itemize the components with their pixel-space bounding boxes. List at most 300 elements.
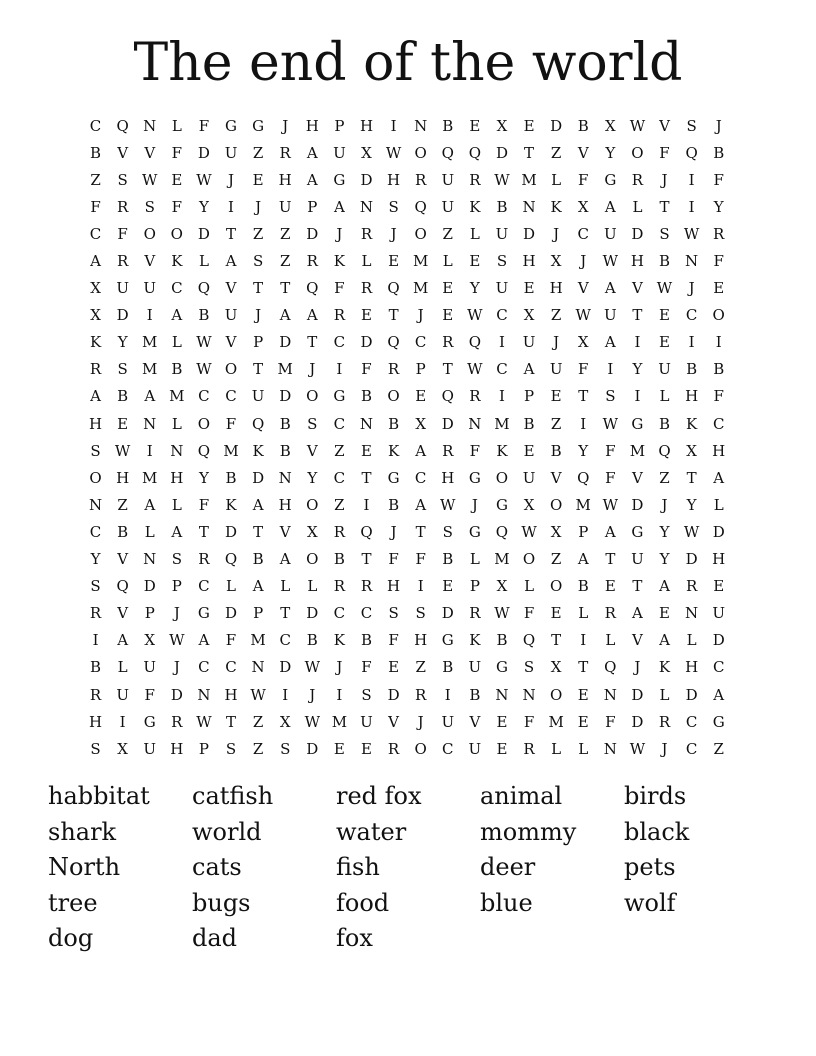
grid-letter: I bbox=[336, 360, 343, 379]
grid-row bbox=[82, 708, 734, 735]
grid-letter: R bbox=[279, 143, 291, 162]
word-list-item: North bbox=[48, 853, 121, 882]
word-list-item: bugs bbox=[192, 888, 251, 917]
grid-letter: Y bbox=[117, 333, 128, 352]
grid-letter: J bbox=[661, 170, 668, 189]
grid-letter: H bbox=[387, 170, 401, 189]
grid-letter: B bbox=[469, 685, 481, 704]
grid-letter: D bbox=[306, 739, 319, 758]
grid-letter: D bbox=[197, 143, 210, 162]
grid-letter: Y bbox=[198, 197, 209, 216]
grid-letter: X bbox=[144, 631, 156, 650]
grid-letter: P bbox=[253, 333, 264, 352]
grid-letter: B bbox=[577, 577, 589, 596]
grid-letter: V bbox=[144, 143, 156, 162]
grid-letter: R bbox=[415, 685, 427, 704]
grid-letter: K bbox=[252, 441, 264, 460]
grid-letter: X bbox=[279, 712, 291, 731]
grid-letter: Y bbox=[659, 522, 670, 541]
grid-letter: D bbox=[712, 631, 725, 650]
grid-letter: N bbox=[603, 685, 617, 704]
grid-letter: X bbox=[117, 739, 128, 758]
grid-letter: U bbox=[495, 279, 509, 298]
grid-letter: N bbox=[143, 550, 157, 569]
grid-letter: Q bbox=[360, 522, 373, 541]
grid-letter: E bbox=[171, 170, 183, 189]
grid-letter: J bbox=[417, 306, 424, 325]
grid-letter: L bbox=[144, 522, 155, 541]
grid-row bbox=[82, 302, 734, 329]
grid-letter: S bbox=[280, 739, 291, 758]
grid-letter: P bbox=[307, 197, 318, 216]
grid-letter: G bbox=[252, 116, 265, 135]
grid-letter: J bbox=[390, 224, 397, 243]
grid-letter: U bbox=[143, 279, 157, 298]
grid-letter: T bbox=[524, 143, 535, 162]
grid-letter: L bbox=[198, 252, 209, 271]
grid-letter: A bbox=[713, 685, 725, 704]
grid-letter: D bbox=[360, 170, 373, 189]
grid-letter: C bbox=[685, 739, 698, 758]
grid-letter: W bbox=[629, 116, 646, 135]
grid-letter: H bbox=[387, 577, 401, 596]
grid-letter: F bbox=[605, 712, 616, 731]
grid-letter: N bbox=[197, 685, 211, 704]
grid-letter: C bbox=[198, 577, 210, 596]
grid-letter: E bbox=[713, 577, 725, 596]
grid-letter: O bbox=[387, 387, 400, 406]
grid-letter: T bbox=[307, 333, 318, 352]
grid-letter: B bbox=[117, 522, 129, 541]
grid-letter: A bbox=[659, 631, 670, 650]
grid-letter: D bbox=[550, 116, 563, 135]
grid-letter: D bbox=[685, 685, 698, 704]
grid-letter: W bbox=[683, 522, 700, 541]
grid-letter: L bbox=[280, 577, 291, 596]
grid-letter: J bbox=[390, 522, 397, 541]
grid-letter: E bbox=[388, 658, 400, 677]
grid-letter: Z bbox=[279, 252, 291, 271]
grid-letter: W bbox=[250, 685, 266, 704]
grid-letter: L bbox=[659, 685, 670, 704]
grid-letter: E bbox=[523, 279, 535, 298]
grid-letter: Q bbox=[604, 658, 617, 677]
grid-letter: D bbox=[197, 224, 210, 243]
grid-letter: D bbox=[360, 333, 373, 352]
grid-letter: A bbox=[144, 495, 156, 514]
grid-letter: A bbox=[90, 252, 101, 271]
grid-letter: U bbox=[333, 143, 346, 162]
grid-letter: N bbox=[522, 685, 536, 704]
grid-letter: U bbox=[143, 658, 157, 677]
grid-letter: T bbox=[578, 387, 589, 406]
grid-letter: L bbox=[551, 739, 562, 758]
grid-letter: L bbox=[524, 577, 535, 596]
grid-letter: G bbox=[604, 170, 617, 189]
word-list-item: cats bbox=[192, 853, 242, 882]
grid-letter: K bbox=[333, 631, 345, 650]
word-list-item: blue bbox=[480, 888, 533, 917]
grid-letter: Q bbox=[251, 414, 265, 433]
word-list-item: world bbox=[192, 817, 262, 846]
grid-letter: C bbox=[414, 468, 427, 487]
grid-letter: W bbox=[385, 143, 402, 162]
word-list bbox=[48, 779, 768, 957]
grid-letter: D bbox=[170, 685, 183, 704]
grid-letter: I bbox=[715, 333, 722, 352]
grid-letter: X bbox=[577, 197, 589, 216]
grid-letter: D bbox=[225, 522, 238, 541]
grid-letter: A bbox=[306, 143, 318, 162]
grid-letter: X bbox=[523, 306, 535, 325]
grid-letter: P bbox=[415, 360, 426, 379]
grid-letter: O bbox=[495, 468, 509, 487]
word-list-item: habbitat bbox=[48, 782, 150, 810]
grid-letter: V bbox=[117, 143, 129, 162]
grid-letter: I bbox=[119, 712, 126, 731]
grid-letter: V bbox=[279, 522, 291, 541]
grid-letter: K bbox=[89, 333, 102, 352]
grid-letter: B bbox=[90, 658, 102, 677]
grid-letter: U bbox=[468, 658, 482, 677]
grid-letter: S bbox=[361, 685, 372, 704]
grid-letter: A bbox=[306, 306, 318, 325]
grid-letter: S bbox=[605, 387, 616, 406]
grid-letter: C bbox=[198, 387, 210, 406]
grid-letter: B bbox=[198, 306, 210, 325]
grid-letter: N bbox=[603, 739, 617, 758]
grid-letter: Q bbox=[224, 550, 238, 569]
grid-letter: L bbox=[469, 550, 480, 569]
grid-letter: V bbox=[550, 468, 562, 487]
grid-letter: G bbox=[225, 116, 237, 135]
grid-letter: U bbox=[604, 306, 617, 325]
grid-letter: H bbox=[305, 116, 319, 135]
grid-letter: Z bbox=[550, 306, 562, 325]
grid-letter: L bbox=[551, 170, 562, 189]
grid-letter: X bbox=[415, 414, 427, 433]
grid-letter: M bbox=[142, 360, 158, 379]
grid-letter: C bbox=[89, 116, 102, 135]
grid-letter: B bbox=[225, 468, 237, 487]
grid-letter: V bbox=[632, 279, 643, 298]
grid-row bbox=[82, 681, 734, 708]
grid-letter: R bbox=[89, 604, 102, 623]
grid-letter: U bbox=[360, 712, 373, 731]
grid-row bbox=[82, 410, 734, 437]
grid-letter: S bbox=[307, 414, 318, 433]
grid-letter: E bbox=[659, 306, 670, 325]
grid-letter: Y bbox=[659, 550, 670, 569]
grid-letter: Q bbox=[414, 197, 427, 216]
grid-letter: H bbox=[359, 116, 374, 135]
grid-letter: W bbox=[494, 604, 510, 623]
grid-letter: H bbox=[170, 468, 184, 487]
grid-letter: M bbox=[548, 712, 564, 731]
grid-letter: M bbox=[223, 441, 239, 460]
word-list-item: wolf bbox=[624, 888, 676, 917]
grid-letter: Q bbox=[197, 279, 211, 298]
grid-letter: A bbox=[604, 279, 616, 298]
grid-letter: L bbox=[605, 631, 616, 650]
grid-letter: W bbox=[169, 631, 185, 650]
grid-letter: B bbox=[659, 252, 671, 271]
grid-letter: Q bbox=[522, 631, 536, 650]
grid-letter: R bbox=[631, 170, 644, 189]
grid-letter: T bbox=[659, 197, 670, 216]
grid-letter: M bbox=[142, 468, 158, 487]
grid-letter: L bbox=[713, 495, 724, 514]
grid-letter: U bbox=[441, 712, 455, 731]
grid-letter: R bbox=[333, 522, 346, 541]
grid-letter: B bbox=[90, 143, 102, 162]
grid-letter: V bbox=[577, 143, 589, 162]
grid-letter: H bbox=[522, 252, 536, 271]
grid-letter: S bbox=[388, 197, 399, 216]
grid-letter: N bbox=[414, 116, 428, 135]
grid-letter: Z bbox=[252, 739, 264, 758]
grid-letter: B bbox=[442, 550, 454, 569]
word-list-item: fish bbox=[336, 853, 380, 882]
grid-letter: J bbox=[309, 360, 316, 379]
grid-letter: U bbox=[116, 279, 129, 298]
grid-letter: M bbox=[250, 631, 266, 650]
grid-letter: E bbox=[604, 577, 616, 596]
grid-letter: K bbox=[333, 252, 345, 271]
grid-letter: C bbox=[198, 658, 210, 677]
grid-letter: J bbox=[661, 495, 668, 514]
grid-letter: V bbox=[388, 712, 399, 731]
grid-letter: F bbox=[198, 116, 210, 135]
grid-letter: F bbox=[198, 495, 210, 514]
grid-letter: H bbox=[116, 468, 130, 487]
grid-letter: R bbox=[333, 306, 346, 325]
grid-letter: B bbox=[686, 360, 698, 379]
grid-letter: O bbox=[549, 495, 563, 514]
grid-letter: O bbox=[306, 387, 319, 406]
grid-letter: V bbox=[632, 468, 643, 487]
grid-letter: C bbox=[333, 414, 346, 433]
grid-letter: G bbox=[495, 495, 508, 514]
grid-letter: R bbox=[360, 279, 373, 298]
grid-letter: C bbox=[225, 387, 237, 406]
grid-letter: Q bbox=[441, 387, 454, 406]
grid-letter: H bbox=[89, 712, 103, 731]
grid-letter: V bbox=[225, 333, 237, 352]
grid-letter: Y bbox=[307, 468, 318, 487]
grid-letter: V bbox=[469, 712, 481, 731]
grid-letter: T bbox=[226, 224, 237, 243]
grid-letter: F bbox=[171, 143, 183, 162]
grid-letter: J bbox=[255, 306, 262, 325]
grid-letter: E bbox=[361, 306, 372, 325]
grid-letter: W bbox=[629, 739, 646, 758]
grid-letter: D bbox=[279, 333, 292, 352]
grid-letter: L bbox=[686, 631, 697, 650]
grid-letter: P bbox=[144, 604, 155, 623]
grid-letter: X bbox=[550, 522, 562, 541]
grid-letter: T bbox=[253, 360, 264, 379]
grid-letter: O bbox=[224, 360, 238, 379]
grid-letter: E bbox=[496, 712, 508, 731]
grid-letter: Q bbox=[441, 143, 454, 162]
grid-letter: A bbox=[171, 522, 183, 541]
grid-letter: R bbox=[685, 577, 698, 596]
grid-letter: I bbox=[498, 333, 505, 352]
grid-letter: F bbox=[144, 685, 155, 704]
grid-letter: B bbox=[171, 360, 183, 379]
grid-letter: F bbox=[361, 360, 372, 379]
grid-letter: F bbox=[225, 631, 237, 650]
grid-letter: E bbox=[659, 333, 670, 352]
grid-letter: J bbox=[688, 279, 695, 298]
grid-letter: Y bbox=[632, 360, 643, 379]
grid-letter: P bbox=[524, 387, 535, 406]
grid-letter: D bbox=[631, 685, 644, 704]
word-list-item: pets bbox=[624, 853, 676, 882]
grid-letter: F bbox=[469, 441, 481, 460]
grid-letter: N bbox=[522, 197, 536, 216]
grid-letter: F bbox=[713, 252, 724, 271]
grid-letter: H bbox=[549, 279, 563, 298]
grid-letter: X bbox=[361, 143, 372, 162]
grid-row bbox=[82, 112, 734, 139]
grid-letter: W bbox=[467, 360, 483, 379]
grid-letter: E bbox=[496, 739, 508, 758]
grid-letter: C bbox=[333, 604, 346, 623]
grid-letter: R bbox=[116, 252, 129, 271]
grid-letter: H bbox=[685, 658, 699, 677]
grid-letter: J bbox=[661, 739, 668, 758]
grid-letter: A bbox=[252, 577, 264, 596]
grid-letter: Z bbox=[713, 739, 724, 758]
grid-letter: Z bbox=[334, 441, 345, 460]
grid-letter: J bbox=[471, 495, 478, 514]
grid-letter: O bbox=[143, 224, 156, 243]
grid-letter: I bbox=[634, 387, 641, 406]
grid-letter: L bbox=[171, 495, 182, 514]
grid-letter: A bbox=[604, 197, 616, 216]
grid-letter: D bbox=[387, 685, 400, 704]
grid-letter: W bbox=[440, 495, 456, 514]
grid-letter: J bbox=[715, 116, 722, 135]
grid-letter: H bbox=[712, 441, 726, 460]
grid-letter: O bbox=[549, 685, 563, 704]
grid-letter: U bbox=[224, 306, 238, 325]
grid-letter: A bbox=[604, 522, 616, 541]
grid-letter: R bbox=[171, 712, 183, 731]
grid-letter: Z bbox=[659, 468, 670, 487]
grid-letter: S bbox=[117, 170, 128, 189]
grid-letter: L bbox=[578, 604, 589, 623]
grid-letter: W bbox=[196, 170, 212, 189]
grid-letter: J bbox=[309, 685, 316, 704]
grid-letter: F bbox=[90, 197, 101, 216]
grid-letter: J bbox=[336, 224, 343, 243]
grid-letter: E bbox=[252, 170, 264, 189]
grid-letter: U bbox=[604, 224, 617, 243]
grid-letter: D bbox=[225, 604, 238, 623]
grid-letter: Q bbox=[577, 468, 590, 487]
grid-letter: O bbox=[197, 414, 211, 433]
grid-letter: T bbox=[551, 631, 562, 650]
grid-letter: F bbox=[225, 414, 237, 433]
grid-letter: X bbox=[496, 116, 508, 135]
grid-letter: T bbox=[253, 522, 264, 541]
grid-letter: N bbox=[468, 414, 482, 433]
grid-row bbox=[82, 220, 734, 247]
grid-letter: N bbox=[251, 658, 265, 677]
grid-letter: D bbox=[279, 387, 292, 406]
grid-letter: O bbox=[306, 495, 319, 514]
grid-letter: R bbox=[116, 197, 129, 216]
grid-letter: C bbox=[496, 360, 508, 379]
grid-letter: O bbox=[89, 468, 102, 487]
grid-letter: A bbox=[144, 387, 156, 406]
grid-letter: E bbox=[388, 252, 400, 271]
word-list-item: tree bbox=[48, 888, 98, 917]
grid-letter: I bbox=[498, 387, 505, 406]
word-list-item: birds bbox=[624, 782, 687, 810]
grid-row bbox=[82, 518, 734, 545]
grid-letter: W bbox=[656, 279, 673, 298]
grid-letter: C bbox=[333, 333, 346, 352]
grid-letter: M bbox=[494, 414, 510, 433]
grid-letter: B bbox=[496, 631, 508, 650]
grid-letter: F bbox=[578, 360, 589, 379]
grid-letter: Q bbox=[658, 441, 671, 460]
grid-letter: L bbox=[307, 577, 318, 596]
word-list-item: red fox bbox=[336, 782, 422, 810]
grid-letter: M bbox=[331, 712, 348, 731]
grid-letter: L bbox=[659, 387, 670, 406]
grid-letter: C bbox=[279, 631, 291, 650]
grid-letter: Q bbox=[306, 279, 319, 298]
grid-letter: M bbox=[494, 550, 510, 569]
grid-letter: I bbox=[634, 333, 641, 352]
grid-letter: O bbox=[170, 224, 183, 243]
grid-letter: L bbox=[171, 116, 182, 135]
grid-letter: I bbox=[580, 414, 587, 433]
grid-letter: W bbox=[602, 414, 619, 433]
grid-letter: O bbox=[414, 739, 427, 758]
word-list-item: fox bbox=[336, 924, 373, 953]
grid-letter: W bbox=[196, 360, 212, 379]
grid-row bbox=[82, 383, 734, 410]
grid-letter: F bbox=[605, 468, 616, 487]
grid-letter: Z bbox=[334, 495, 345, 514]
grid-letter: M bbox=[412, 252, 429, 271]
grid-letter: O bbox=[631, 143, 644, 162]
grid-letter: A bbox=[659, 577, 670, 596]
grid-letter: A bbox=[713, 468, 725, 487]
grid-letter: S bbox=[90, 441, 101, 460]
grid-letter: J bbox=[228, 170, 235, 189]
grid-letter: R bbox=[469, 170, 481, 189]
grid-letter: F bbox=[713, 387, 724, 406]
grid-letter: S bbox=[442, 522, 453, 541]
grid-letter: J bbox=[173, 658, 180, 677]
grid-row bbox=[82, 546, 734, 573]
grid-letter: P bbox=[578, 522, 589, 541]
grid-letter: S bbox=[90, 739, 101, 758]
grid-letter: V bbox=[117, 604, 129, 623]
grid-letter: K bbox=[658, 658, 671, 677]
grid-letter: F bbox=[659, 143, 670, 162]
grid-letter: V bbox=[306, 441, 318, 460]
grid-letter: X bbox=[550, 658, 562, 677]
grid-letter: L bbox=[171, 333, 182, 352]
